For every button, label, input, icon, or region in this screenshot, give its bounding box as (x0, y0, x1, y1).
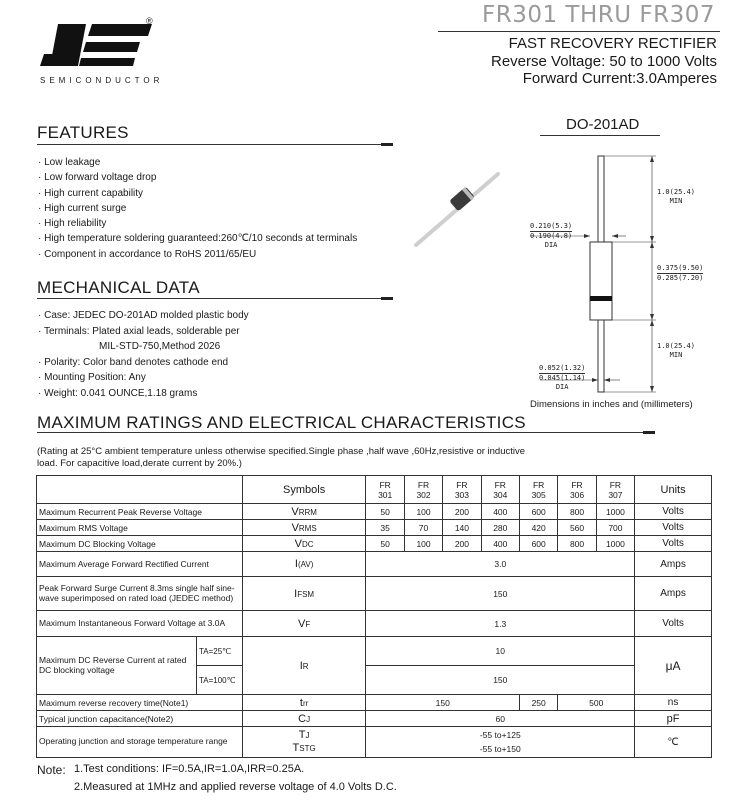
param-label: Maximum reverse recovery time(Note1) (37, 695, 243, 711)
symbol-main: V (291, 521, 299, 534)
part-number: 307 (608, 489, 623, 500)
symbol-main: T (292, 742, 300, 754)
symbol-sub: DC (302, 539, 314, 549)
dimensions-caption: Dimensions in inches and (millimeters) (530, 399, 693, 410)
table-cell: 400 (481, 504, 519, 520)
features-heading: FEATURES (37, 123, 129, 142)
param-symbol (242, 520, 366, 536)
param-label: Peak Forward Surge Current 8.3ms single half sine-wave superimposed on rated load (JEDEC method) (37, 577, 243, 611)
header-fr306 (558, 476, 596, 504)
terminals-cont: MIL-STD-750,Method 2026 (99, 341, 221, 352)
param-unit: pF (635, 711, 712, 727)
features-rule (37, 144, 393, 145)
symbol-sub: FSM (297, 589, 315, 599)
list-item: · High reliability (38, 216, 357, 231)
table-cell: 50 (366, 504, 404, 520)
symbol-main: t (299, 696, 303, 709)
symbol-sub: F (305, 619, 311, 629)
mechanical-heading: MECHANICAL DATA (37, 278, 200, 297)
symbol-sub: (AV) (297, 560, 314, 569)
param-unit: Volts (635, 504, 712, 520)
table-cell: 35 (366, 520, 404, 536)
table-row (37, 611, 712, 637)
table-cell: 140 (443, 520, 481, 536)
list-item: · Terminals: Plated axial leads, solderable per (38, 324, 249, 340)
rating-conditions-line1: (Rating at 25°C ambient temperature unless otherwise specified.Single phase ,half wave ,60Hz,resistive or inductive (37, 446, 526, 457)
body-length-min: 0.285(7.20) (657, 274, 704, 282)
table-cell: 100 (404, 536, 442, 552)
param-label: Maximum RMS Voltage (37, 520, 243, 536)
header-fr304 (481, 476, 519, 504)
symbol-main: I (299, 659, 303, 672)
company-name: SEMICONDUCTOR (40, 76, 164, 85)
param-label: Maximum Instantaneous Forward Voltage at 3.0A (37, 611, 243, 637)
table-cell: 1000 (596, 504, 634, 520)
table-cell: 600 (519, 536, 557, 552)
table-cell: 150 (366, 695, 520, 711)
part-prefix: FR (609, 479, 622, 490)
part-prefix: FR (379, 479, 391, 490)
list-item: · High current surge (38, 201, 357, 216)
table-cell: 280 (481, 520, 519, 536)
table-cell (366, 727, 635, 758)
mechanical-rule (37, 298, 393, 299)
symbol-main: V (294, 537, 303, 550)
param-unit: Volts (635, 611, 712, 637)
part-number: 302 (416, 489, 431, 500)
table-cell: 150 (366, 577, 635, 611)
lead-length-bottom (657, 342, 695, 360)
param-symbol (242, 552, 366, 577)
table-cell: 3.0 (366, 552, 635, 577)
param-symbol (242, 695, 366, 711)
symbol-main: I (294, 587, 298, 600)
table-row (37, 727, 712, 758)
param-unit: ℃ (635, 727, 712, 758)
rating-conditions-line2: load. For capacitive load,derate current by 20%.) (37, 458, 242, 469)
table-cell: 400 (481, 536, 519, 552)
features-list (38, 155, 357, 262)
symbol-sub: R (302, 661, 309, 671)
lead-length-bottom-value: 1.0(25.4) (657, 342, 695, 350)
list-item: · Weight: 0.041 OUNCE,1.18 grams (38, 386, 249, 402)
symbol-main: I (294, 558, 298, 570)
param-unit: ns (635, 695, 712, 711)
table-cell: 1000 (596, 536, 634, 552)
mechanical-list (38, 308, 249, 401)
param-label: Maximum DC Reverse Current at rated DC blocking voltage (37, 637, 197, 695)
header-fr307 (596, 476, 634, 504)
table-header-row (37, 476, 712, 504)
param-symbol (242, 504, 366, 520)
header-fr302 (404, 476, 442, 504)
symbol-main: V (298, 617, 306, 630)
table-cell: 560 (558, 520, 596, 536)
package-name: DO-201AD (566, 116, 640, 133)
lead-length-top-value: 1.0(25.4) (657, 188, 695, 196)
condition-100c: TA=100℃ (196, 666, 242, 695)
param-label: Maximum Average Forward Rectified Current (37, 552, 243, 577)
table-row (37, 552, 712, 577)
table-cell: 800 (558, 536, 596, 552)
part-prefix: FR (456, 479, 468, 490)
param-symbol (242, 536, 366, 552)
symbol-sub: RMS (298, 523, 317, 533)
body-length-max: 0.375(9.50) (657, 264, 704, 272)
param-unit: Amps (635, 577, 712, 611)
param-unit: Volts (635, 536, 712, 552)
param-label: Maximum DC Blocking Voltage (37, 536, 243, 552)
param-unit: Amps (635, 552, 712, 577)
symbol-sub: J (305, 731, 310, 740)
table-row (37, 536, 712, 552)
param-label: Typical junction capacitance(Note2) (37, 711, 243, 727)
symbol-main: T (298, 729, 306, 741)
ratings-heading: MAXIMUM RATINGS AND ELECTRICAL CHARACTERISTICS (37, 413, 526, 432)
ratings-table (36, 475, 712, 758)
part-number: 306 (569, 489, 585, 500)
list-item: · High temperature soldering guaranteed:260℃/10 seconds at terminals (38, 231, 357, 246)
part-number: 304 (493, 489, 508, 500)
table-cell: 1.3 (366, 611, 635, 637)
lead-diameter-max: 0.052(1.32) (539, 364, 586, 372)
body-length (657, 264, 703, 283)
table-cell: 800 (558, 504, 596, 520)
list-item: · Polarity: Color band denotes cathode end (38, 355, 249, 371)
title-rule (438, 31, 720, 32)
features-rule-tab (381, 143, 393, 146)
body-diameter-min: 0.190(4.8) (530, 232, 573, 240)
symbol-main: C (298, 712, 307, 725)
table-row (37, 520, 712, 536)
lead-length-top-min: MIN (669, 197, 683, 205)
param-label: Maximum Recurrent Peak Reverse Voltage (37, 504, 243, 520)
symbol-main: V (291, 505, 299, 518)
part-prefix: FR (532, 479, 545, 490)
part-number: 303 (454, 489, 469, 500)
registered-mark: ® (146, 16, 153, 26)
table-row (37, 711, 712, 727)
list-item: · Low leakage (38, 155, 357, 170)
table-cell: 600 (519, 504, 557, 520)
table-row (37, 695, 712, 711)
param-unit: μA (635, 637, 712, 695)
reverse-voltage: Reverse Voltage: 50 to 1000 Volts (491, 53, 717, 70)
part-number: 305 (531, 489, 546, 500)
lead-length-bottom-min: MIN (669, 351, 683, 359)
param-symbol (242, 711, 366, 727)
table-cell: 100 (404, 504, 442, 520)
table-cell: 200 (443, 536, 481, 552)
table-cell: 250 (519, 695, 557, 711)
table-cell: 70 (404, 520, 442, 536)
param-symbol (242, 577, 366, 611)
param-symbol (242, 727, 366, 758)
param-symbol (242, 637, 366, 695)
body-diameter-max: 0.210(5.3) (530, 222, 573, 230)
part-prefix: FR (417, 479, 430, 490)
table-row (37, 637, 712, 666)
param-unit: Volts (635, 520, 712, 536)
table-cell: 150 (366, 666, 635, 695)
body-diameter (530, 222, 572, 250)
list-item: · High current capability (38, 186, 357, 201)
table-cell: 50 (366, 536, 404, 552)
table-cell: 700 (596, 520, 634, 536)
table-cell: 10 (366, 637, 635, 666)
header-fr301 (366, 476, 404, 504)
table-cell: 60 (366, 711, 635, 727)
lead-diameter-min: 0.045(1.14) (539, 374, 586, 382)
table-row (37, 577, 712, 611)
param-symbol (242, 611, 366, 637)
diode-illustration (410, 170, 505, 250)
symbol-sub: STG (299, 744, 316, 753)
ratings-rule (37, 432, 655, 433)
package-rule (540, 135, 660, 136)
part-number: 301 (378, 489, 393, 500)
table-row (37, 504, 712, 520)
table-cell: 420 (519, 520, 557, 536)
company-logo (40, 22, 155, 72)
part-prefix: FR (494, 479, 506, 490)
body-diameter-label: DIA (544, 241, 558, 249)
header-fr303 (443, 476, 481, 504)
lead-length-top (657, 188, 695, 206)
rating-conditions (37, 446, 525, 470)
temp-range-junction: -55 to+125 (479, 730, 521, 740)
ratings-rule-tab (643, 431, 655, 434)
symbol-sub: RRM (298, 507, 317, 517)
lead-diameter (539, 364, 585, 392)
header-fr305 (519, 476, 557, 504)
table-cell: 200 (443, 504, 481, 520)
list-item: · Low forward voltage drop (38, 170, 357, 185)
param-label: Operating junction and storage temperature range (37, 727, 243, 758)
forward-current: Forward Current:3.0Amperes (522, 70, 717, 87)
symbol-sub: rr (302, 698, 309, 708)
list-item: · Mounting Position: Any (38, 370, 249, 386)
temp-range-storage: -55 to+150 (479, 744, 521, 754)
table-cell: 500 (558, 695, 635, 711)
list-item: · Component in accordance to RoHS 2011/65/EU (38, 247, 357, 262)
note-2: 2.Measured at 1MHz and applied reverse voltage of 4.0 Volts D.C. (74, 781, 397, 793)
header-symbols: Symbols (242, 476, 366, 504)
symbol-sub: J (306, 714, 311, 724)
lead-diameter-label: DIA (555, 383, 569, 391)
note-1: 1.Test conditions: IF=0.5A,IR=1.0A,IRR=0.25A. (74, 763, 305, 775)
header-blank (37, 476, 243, 504)
note-prefix: Note: (37, 763, 66, 777)
condition-25c: TA=25℃ (196, 637, 242, 666)
part-prefix: FR (571, 479, 583, 490)
part-title: FR301 THRU FR307 (481, 2, 715, 28)
subtitle: FAST RECOVERY RECTIFIER (508, 35, 717, 52)
list-item: · Case: JEDEC DO-201AD molded plastic body (38, 308, 249, 324)
mechanical-rule-tab (381, 297, 393, 300)
list-item-cont (38, 339, 249, 355)
header-units: Units (635, 476, 712, 504)
